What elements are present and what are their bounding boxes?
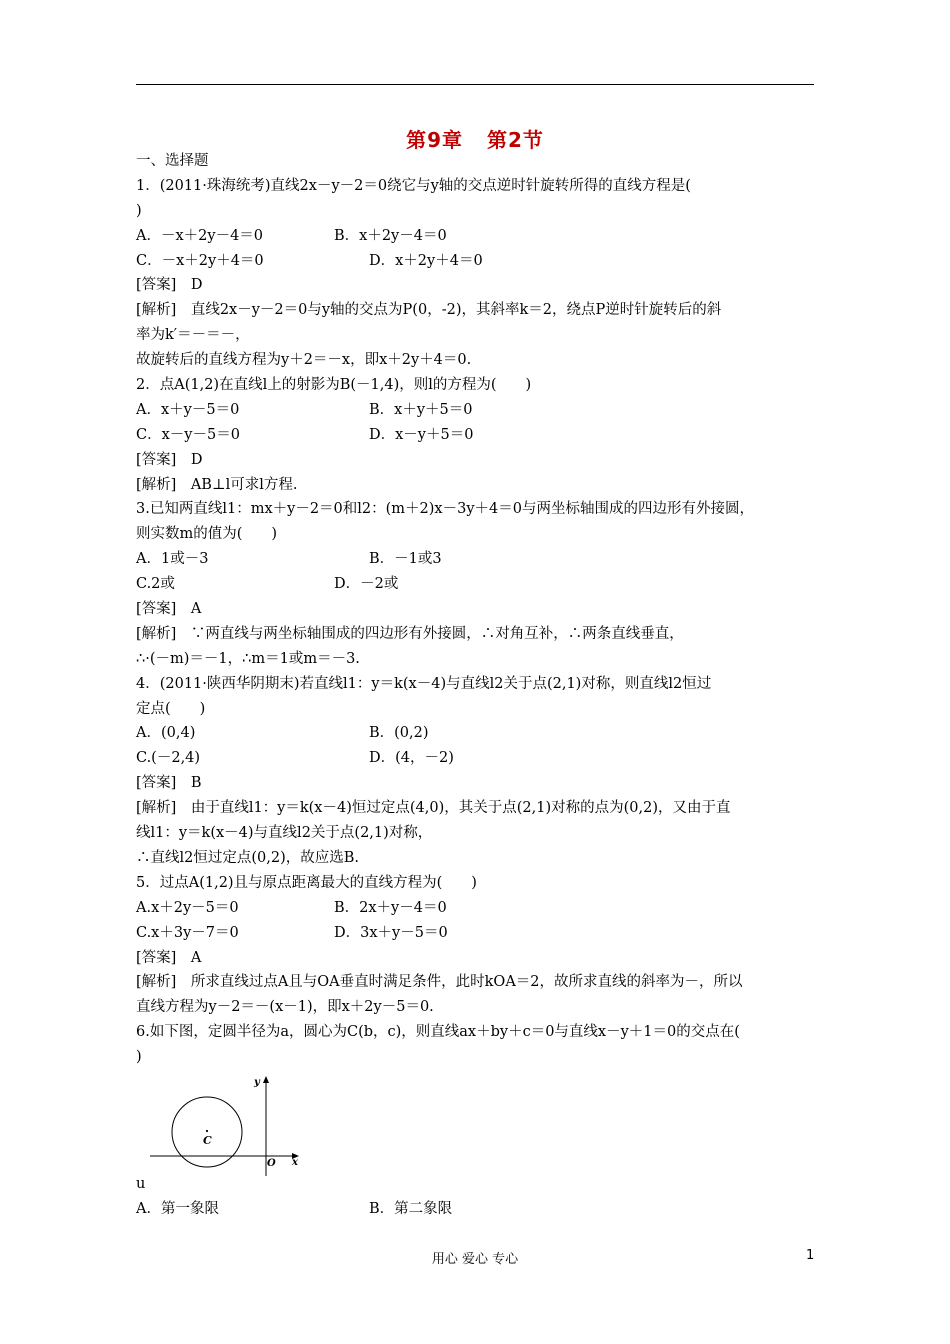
q3-stem: 3.已知两直线l1：mx＋y－2＝0和l2：(m＋2)x－3y＋4＝0与两坐标轴围成的四边形有外接圆， (136, 501, 754, 518)
q5-answer: [答案] A (136, 949, 202, 966)
q2-options-cd (136, 423, 816, 448)
y-axis-arrow (263, 1076, 269, 1083)
q4-stem-cont: 定点( ) (136, 700, 206, 717)
page-number: 1 (806, 1248, 815, 1263)
q5-options-cd (136, 921, 816, 946)
origin-label: O (267, 1158, 276, 1169)
q1-option-d: D．x＋2y＋4＝0 (369, 252, 483, 269)
circle-axes-figure (146, 1072, 306, 1178)
q1-options-cd (136, 249, 816, 274)
section-heading: 一、选择题 (136, 153, 209, 169)
q4-answer: [答案] B (136, 775, 202, 792)
q1-option-c: C．－x＋2y＋4＝0 (136, 252, 264, 269)
q2-stem: 2．点A(1,2)在直线l上的射影为B(－1,4)，则l的方程为( ) (136, 377, 532, 394)
q1-stem-cont: ) (136, 202, 142, 219)
header-rule (136, 84, 814, 85)
q4-option-a: A．(0,4) (136, 725, 196, 742)
q5-explain-2: 直线方程为y－2＝－(x－1)，即x＋2y－5＝0. (136, 999, 434, 1016)
q2-answer: [答案] D (136, 451, 203, 468)
q3-options-ab (136, 547, 816, 572)
q4-options-cd (136, 746, 816, 771)
center-label: C (203, 1134, 212, 1147)
title-section: 第2节 (487, 128, 544, 152)
q5-stem: 5．过点A(1,2)且与原点距离最大的直线方程为( ) (136, 874, 477, 891)
q5-option-d: D．3x＋y－5＝0 (334, 924, 448, 941)
title-chapter: 第9章 (406, 128, 463, 152)
q2-option-b: B．x＋y＋5＝0 (369, 401, 473, 418)
circle-center-dot (206, 1130, 208, 1132)
q4-explain-3: ∴直线l2恒过定点(0,2)，故应选B. (136, 849, 360, 866)
q3-option-d: D．－2或 (334, 576, 399, 593)
q3-options-cd (136, 572, 816, 597)
q4-option-d: D．(4，－2) (369, 750, 454, 767)
q3-option-b: B．－1或3 (369, 551, 442, 568)
q1-option-a: A．－x＋2y－4＝0 (136, 227, 264, 244)
q6-option-b: B．第二象限 (369, 1200, 453, 1217)
q1-explain-2: 率为k′＝－＝－， (136, 327, 250, 344)
q1-explain-1: [解析] 直线2x－y－2＝0与y轴的交点为P(0，-2)，其斜率k＝2，绕点P逆时针旋转后的斜 (136, 302, 722, 319)
q3-explain-2: ∴·(－m)＝－1，∴m＝1或m＝－3. (136, 650, 360, 667)
q5-explain-1: [解析] 所求直线过点A且与OA垂直时满足条件，此时kOA＝2，故所求直线的斜率为－，所以 (136, 974, 743, 991)
q6-stray-text: u (136, 1176, 146, 1192)
q2-options-ab (136, 398, 816, 423)
q1-answer: [答案] D (136, 277, 203, 294)
q4-explain-2: 线l1：y＝k(x－4)与直线l2关于点(2,1)对称， (136, 825, 433, 842)
q4-options-ab (136, 721, 816, 746)
q6-options-ab (136, 1197, 816, 1222)
q5-option-b: B．2x＋y－4＝0 (334, 899, 447, 916)
q4-option-b: B．(0,2) (369, 725, 429, 742)
q4-explain-1: [解析] 由于直线l1：y＝k(x－4)恒过定点(4,0)，其关于点(2,1)对称的点为(0,2)，又由于直 (136, 800, 731, 817)
q6-stem: 6.如下图，定圆半径为a，圆心为C(b，c)，则直线ax＋by＋c＝0与直线x－y＋1＝0的交点在( (136, 1024, 740, 1041)
q4-stem: 4．(2011·陕西华阴期末)若直线l1：y＝k(x－4)与直线l2关于点(2,1)对称，则直线l2恒过 (136, 675, 712, 692)
x-axis-label: x (292, 1157, 298, 1168)
q6-after-figure (136, 1172, 816, 1222)
q6-stem-cont: ) (136, 1049, 142, 1066)
q1-explain-3: 故旋转后的直线方程为y＋2＝－x，即x＋2y＋4＝0. (136, 352, 472, 369)
q2-option-d: D．x－y＋5＝0 (369, 426, 474, 443)
q1-options-ab (136, 224, 816, 249)
q1-stem: 1．(2011·珠海统考)直线2x－y－2＝0绕它与y轴的交点逆时针旋转所得的直线方程是( (136, 177, 691, 194)
q1-option-b: B．x＋2y－4＝0 (334, 227, 447, 244)
y-axis-label: y (254, 1077, 260, 1088)
q4-option-c: C.(－2,4) (136, 750, 201, 767)
q5-option-a: A.x＋2y－5＝0 (136, 899, 239, 916)
q3-option-c: C.2或 (136, 576, 175, 593)
document-body (136, 149, 816, 1070)
q2-option-a: A．x＋y－5＝0 (136, 401, 240, 418)
q6-option-a: A．第一象限 (136, 1200, 219, 1217)
q5-options-ab (136, 896, 816, 921)
footer-motto: 用心 爱心 专心 (431, 1252, 519, 1267)
q3-answer: [答案] A (136, 601, 202, 618)
q5-option-c: C.x＋3y－7＝0 (136, 924, 239, 941)
q3-stem-cont: 则实数m的值为( ) (136, 526, 278, 543)
q3-option-a: A．1或－3 (136, 551, 209, 568)
q2-option-c: C．x－y－5＝0 (136, 426, 240, 443)
q3-explain-1: [解析] ∵两直线与两坐标轴围成的四边形有外接圆，∴对角互补，∴两条直线垂直， (136, 625, 684, 642)
q2-explain-1: [解析] AB⊥l可求l方程. (136, 476, 298, 493)
